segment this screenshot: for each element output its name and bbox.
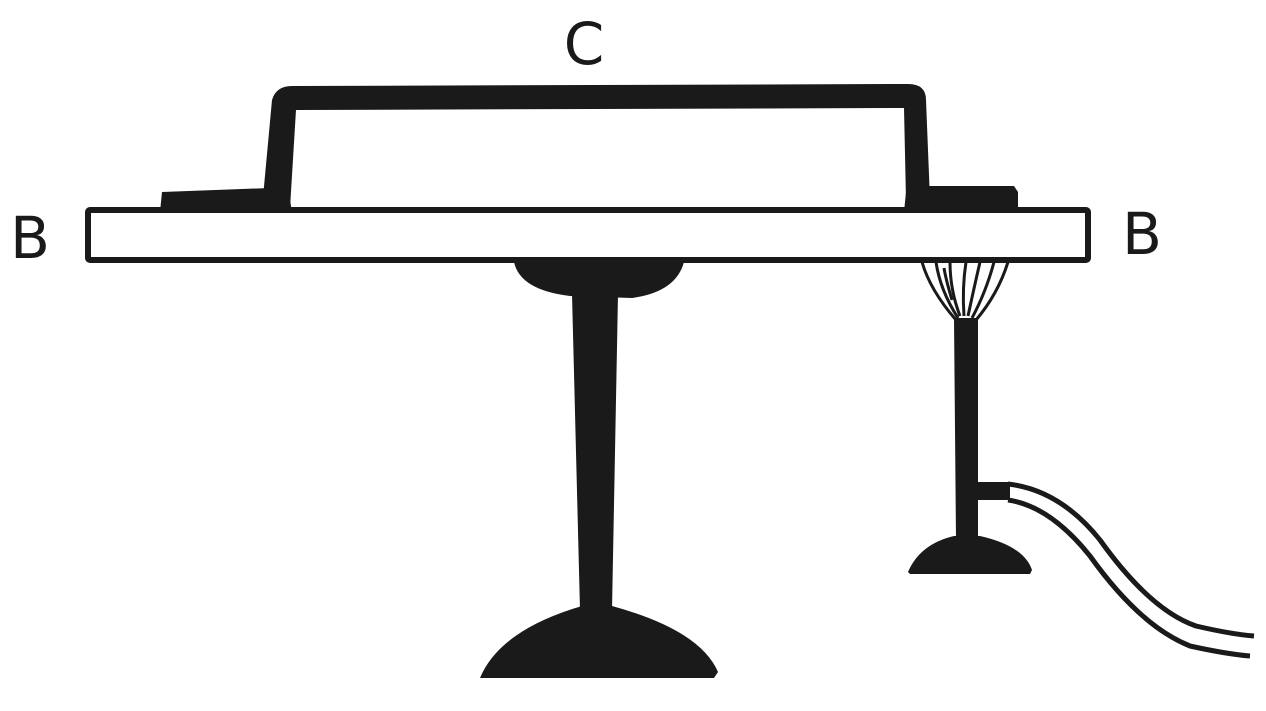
burner-base [908,536,1032,574]
burner-tube [954,318,1010,540]
label-c: C [563,10,605,78]
plate-bb [88,210,1088,260]
label-b-right: B [1122,200,1162,268]
burner-flame [922,262,1008,320]
bent-bar-c [262,84,930,208]
stand-pillar [572,294,618,610]
stand-base [480,606,718,678]
stand-cup [514,262,684,298]
label-b-left: B [10,204,50,272]
gas-hose [1008,484,1254,656]
